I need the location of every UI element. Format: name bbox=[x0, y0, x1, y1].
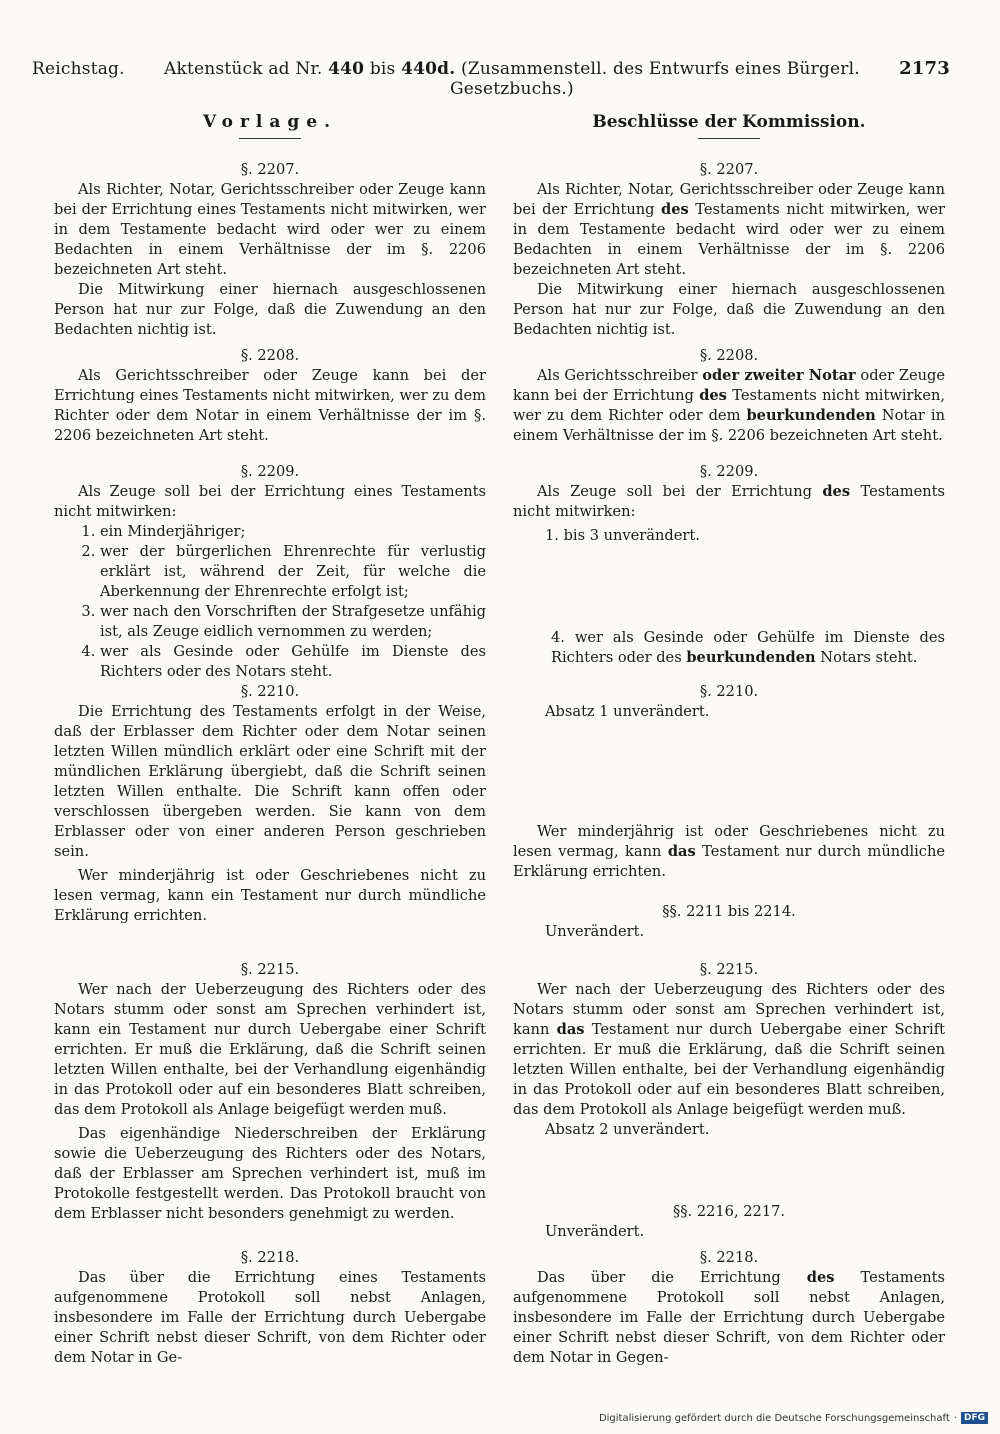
footer-text: Digitalisierung gefördert durch die Deutsche Forschungsgemeinschaft bbox=[598, 1412, 950, 1424]
section-heading: §. 2209. bbox=[699, 463, 759, 480]
paragraph: Wer nach der Ueberzeugung des Richters oder des Notars stumm oder sonst am Sprechen verhindert ist, kann ein Testament nur durch Uebergabe einer Schrift errichten. Er muß die Erklärung, daß die Schrift seinen letzten Willen enthalte, bei der Verhandlung eigenhändig in das Protokoll oder auf ein besonderes Blatt schreiben, das dem Protokoll als Anlage beigefügt werden muß. bbox=[54, 981, 486, 1118]
paragraph: Wer minderjährig ist oder Geschriebenes nicht zu lesen vermag, kann ein Testament nur durch mündliche Erklärung errichten. bbox=[54, 867, 486, 924]
paragraph: Die Errichtung des Testaments erfolgt in der Weise, daß der Erblasser dem Richter oder dem Notar seinen letzten Willen mündlich erklärt oder eine Schrift mit der mündlichen Erklärung übergiebt, daß die Schrift seinen letzten Willen enthalte. Die Schrift kann offen oder verschlossen übergeben werden. Sie kann von dem Erblasser oder von einer anderen Person geschrieben sein. bbox=[54, 703, 486, 860]
text-run: Testaments nicht mitwirken, wer in dem Testamente bedacht wird oder wer zu einem Bedachten in einem Verhältnisse der im §. 2206 bezeichneten Art steht. bbox=[513, 201, 945, 278]
paragraph bbox=[513, 482, 945, 522]
list-item: 1. ein Minderjähriger; bbox=[100, 522, 486, 542]
paragraph bbox=[513, 980, 945, 1120]
right-section-2208 bbox=[513, 346, 945, 446]
column-title-beschluesse: Beschlüsse der Kommission. bbox=[592, 112, 866, 132]
left-section-2210 bbox=[54, 682, 486, 926]
amended-text: des bbox=[699, 387, 727, 404]
right-section-2207 bbox=[513, 160, 945, 340]
title-rule bbox=[698, 138, 760, 139]
left-section-2215 bbox=[54, 960, 486, 1224]
paragraph: Unverändert. bbox=[545, 1223, 645, 1240]
text-run: Testaments nicht mitwirken: bbox=[513, 483, 945, 520]
text-run: Notar in einem Verhältnisse der im §. 2206 bezeichneten Art steht. bbox=[513, 407, 946, 444]
digitization-footer bbox=[599, 1412, 988, 1424]
title-rule bbox=[239, 138, 301, 139]
right-section-2215 bbox=[513, 960, 945, 1140]
section-heading: §§. 2216, 2217. bbox=[672, 1203, 786, 1220]
section-heading: §. 2218. bbox=[240, 1249, 300, 1266]
paragraph: 1. bis 3 unverändert. bbox=[545, 527, 700, 544]
right-section-2210 bbox=[513, 682, 945, 882]
section-heading: §. 2207. bbox=[240, 161, 300, 178]
paragraph: Als Richter, Notar, Gerichtsschreiber oder Zeuge kann bei der Errichtung eines Testaments nicht mitwirken, wer in dem Testamente bedacht wird oder wer zu einem Bedachten in einem Verhältnisse der im §. 2206 bezeichneten Art steht. bbox=[54, 181, 486, 278]
amended-text: oder zweiter Notar bbox=[702, 367, 856, 384]
amended-text: beurkundenden bbox=[686, 649, 816, 666]
text-run: Notars steht. bbox=[815, 649, 918, 666]
paragraph bbox=[513, 366, 945, 446]
text-run: Testament nur durch Uebergabe einer Schrift errichten. Er muß die Erklärung, daß die Schrift seinen letzten Willen enthalte, bei der Verhandlung eigenhändig in das Protokoll oder auf ein besonderes Blatt schreiben, das dem Protokoll als Anlage beigefügt werden muß. bbox=[513, 1021, 945, 1118]
left-section-2209 bbox=[54, 462, 486, 682]
text-run: Testaments nicht mitwirken, wer zu dem Richter oder dem bbox=[513, 387, 945, 424]
list-item: 2. wer der bürgerlichen Ehrenrechte für verlustig erklärt ist, während der Zeit, für welche die Aberkennung der Ehrenrechte erfolgt ist; bbox=[100, 542, 486, 602]
list-item: 3. wer nach den Vorschriften der Strafgesetze unfähig ist, als Zeuge eidlich vernommen zu werden; bbox=[100, 602, 486, 642]
list-item: 4. wer als Gesinde oder Gehülfe im Dienste des Richters oder des Notars steht. bbox=[100, 642, 486, 682]
header-subtitle: (Zusammenstell. des Entwurfs eines Bürgerl. Gesetzbuchs.) bbox=[449, 59, 860, 99]
paragraph: Absatz 2 unverändert. bbox=[545, 1121, 710, 1138]
text-run: Als Zeuge soll bei der Errichtung bbox=[537, 483, 823, 500]
paragraph: Als Gerichtsschreiber oder Zeuge kann bei der Errichtung eines Testaments nicht mitwirken, wer zu dem Richter oder dem Notar in einem Verhältnisse der im §. 2206 bezeichneten Art steht. bbox=[54, 367, 486, 444]
right-section-2216-2217 bbox=[513, 1202, 945, 1242]
paragraph bbox=[513, 180, 945, 280]
header-center bbox=[125, 59, 899, 99]
dfg-logo: DFG bbox=[961, 1412, 988, 1424]
text-run: Das über die Errichtung bbox=[537, 1269, 807, 1286]
section-heading: §. 2208. bbox=[240, 347, 300, 364]
paragraph: Unverändert. bbox=[545, 923, 645, 940]
text-run: Als Richter, Notar, Gerichtsschreiber oder Zeuge kann bei der Errichtung bbox=[513, 181, 945, 218]
section-heading: §. 2215. bbox=[240, 961, 300, 978]
paragraph bbox=[513, 1268, 945, 1368]
text-run: oder Zeuge kann bei der Errichtung bbox=[513, 367, 945, 404]
text-run: Testaments aufgenommene Protokoll soll nebst Anlagen, insbesondere im Falle der Errichtung durch Uebergabe einer Schrift nebst dieser Schrift, von dem Richter oder dem Notar in Gegen- bbox=[513, 1269, 945, 1366]
right-section-2211-2214 bbox=[513, 902, 945, 942]
header-left: Reichstag. bbox=[32, 59, 125, 79]
amended-text: des bbox=[806, 1269, 835, 1286]
section-heading: §. 2208. bbox=[699, 347, 759, 364]
amended-text: beurkundenden bbox=[746, 407, 876, 424]
paragraph bbox=[513, 822, 945, 882]
page-number: 2173 bbox=[899, 58, 950, 79]
left-section-2218 bbox=[54, 1248, 486, 1368]
paragraph: Die Mitwirkung einer hiernach ausgeschlossenen Person hat nur zur Folge, daß die Zuwendung an den Bedachten nichtig ist. bbox=[54, 281, 486, 338]
left-column bbox=[54, 112, 486, 1366]
column-title-vorlage: Vorlage. bbox=[202, 112, 338, 132]
text-run: Wer minderjährig ist oder Geschriebenes nicht zu lesen vermag, kann bbox=[513, 823, 945, 860]
section-heading: §. 2207. bbox=[699, 161, 759, 178]
section-heading: §. 2218. bbox=[699, 1249, 759, 1266]
amended-text: das bbox=[667, 843, 696, 860]
amended-text: des bbox=[822, 483, 851, 500]
right-column bbox=[513, 112, 946, 1366]
section-heading: §. 2210. bbox=[240, 683, 300, 700]
header-bis: bis bbox=[369, 59, 396, 79]
section-heading: §§. 2211 bis 2214. bbox=[662, 903, 796, 920]
right-section-2209 bbox=[513, 462, 945, 668]
paragraph: Das über die Errichtung eines Testaments aufgenommene Protokoll soll nebst Anlagen, insbesondere im Falle der Errichtung durch Uebergabe einer Schrift nebst dieser Schrift, von dem Richter oder dem Notar in Ge- bbox=[54, 1269, 486, 1366]
header-doc-ref: Aktenstück ad Nr. bbox=[164, 59, 323, 79]
running-header bbox=[32, 58, 950, 99]
paragraph bbox=[513, 628, 945, 668]
left-section-2207 bbox=[54, 160, 486, 340]
numbered-list bbox=[54, 522, 486, 682]
paragraph: Absatz 1 unverändert. bbox=[545, 703, 710, 720]
footer-separator: · bbox=[953, 1412, 957, 1424]
paragraph: Als Zeuge soll bei der Errichtung eines Testaments nicht mitwirken: bbox=[54, 483, 486, 520]
text-run: Testament nur durch mündliche Erklärung errichten. bbox=[513, 843, 945, 880]
header-num2: 440d. bbox=[401, 59, 456, 79]
amended-text: das bbox=[556, 1021, 585, 1038]
paragraph: Das eigenhändige Niederschreiben der Erklärung sowie die Ueberzeugung des Richters oder des Notars, daß der Erblasser am Sprechen verhindert ist, muß im Protokolle festgestellt werden. Das Protokoll braucht von dem Erblasser nicht besonders genehmigt zu werden. bbox=[54, 1125, 486, 1222]
paragraph: Die Mitwirkung einer hiernach ausgeschlossenen Person hat nur zur Folge, daß die Zuwendung an den Bedachten nichtig ist. bbox=[513, 281, 945, 338]
right-section-2218 bbox=[513, 1248, 945, 1368]
left-section-2208 bbox=[54, 346, 486, 446]
section-heading: §. 2210. bbox=[699, 683, 759, 700]
amended-text: des bbox=[661, 201, 689, 218]
section-heading: §. 2215. bbox=[699, 961, 759, 978]
text-run: Wer nach der Ueberzeugung des Richters oder des Notars stumm oder sonst am Sprechen verhindert ist, kann bbox=[513, 981, 945, 1038]
header-num1: 440 bbox=[328, 59, 365, 79]
text-run: 4. wer als Gesinde oder Gehülfe im Dienste des Richters oder des bbox=[551, 629, 945, 666]
text-run: Als Gerichtsschreiber bbox=[537, 367, 703, 384]
section-heading: §. 2209. bbox=[240, 463, 300, 480]
